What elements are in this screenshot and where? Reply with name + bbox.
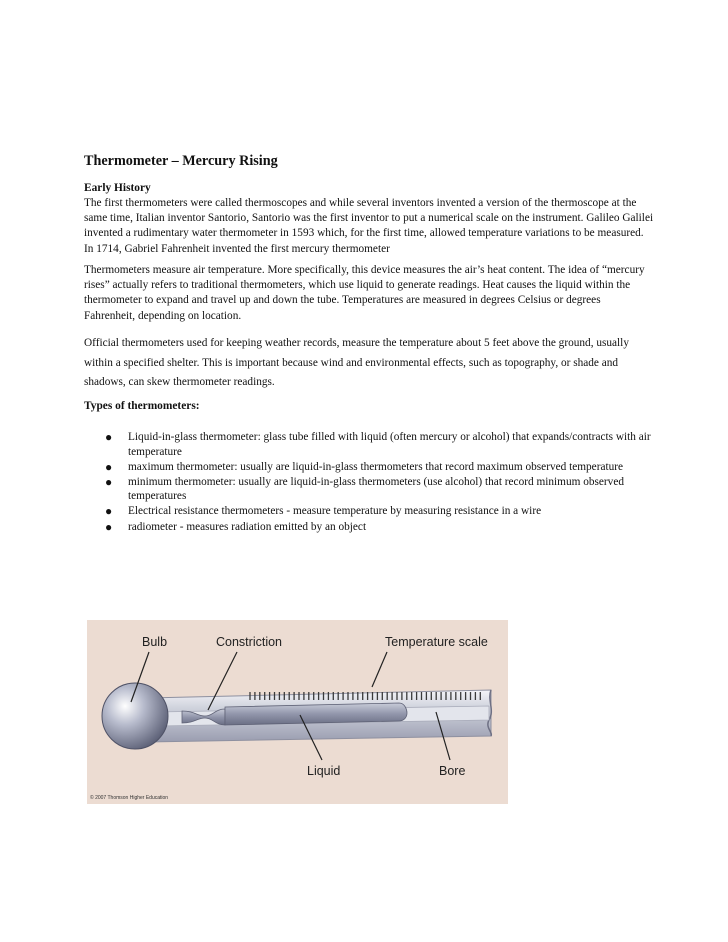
types-heading: Types of thermometers: [84, 400, 200, 412]
bullet-icon: ● [105, 519, 113, 534]
bore-label: Bore [439, 764, 466, 778]
types-list [84, 430, 654, 535]
early-history-heading: Early History [84, 182, 151, 194]
paragraph-early-history: The first thermometers were called thermoscopes and while several inventors invented a version of the thermoscope at the same time, Italian inventor Santorio, Santorio was the first inventor to put a numerical scale on the instrument. Galileo Galilei invented a rudimentary water thermometer in 1593 which, for the first time, allowed temperature variations to be measured. In 1714, Gabriel Fahrenheit invented the first mercury thermometer [84, 197, 654, 255]
list-item: ● Liquid-in-glass thermometer: glass tube filled with liquid (often mercury or alcohol) that expands/contracts with air temperature [105, 430, 651, 458]
bullet-icon: ● [105, 430, 113, 444]
copyright-note: © 2007 Thomson Higher Education [90, 795, 169, 801]
thermometer-diagram [87, 620, 508, 804]
liquid-label: Liquid [307, 764, 341, 778]
bulb [102, 683, 168, 749]
bullet-icon: ● [105, 459, 113, 474]
list-item: ● minimum thermometer: usually are liquid-in-glass thermometers (use alcohol) that record minimum observed temperatures [105, 474, 624, 503]
thermometer-illustration [87, 620, 508, 804]
paragraph-air-temperature: Thermometers measure air temperature. More specifically, this device measures the air’s heat content. The idea of “mercury rises” actually refers to traditional thermometers, which use liquid to generate readings. Heat causes the liquid within the thermometer to expand and travel up and down the tube. Temperatures are measured in degrees Celsius or degrees Fahrenheit, depending on location. [84, 264, 645, 322]
liquid-column [225, 703, 407, 725]
temperature-scale-label: Temperature scale [385, 635, 488, 649]
paragraph-official-thermometers: Official thermometers used for keeping weather records, measure the temperature about 5 feet above the ground, usually within a specified shelter. This is important because wind and environmental effects, such as topography, or shade and shadows, can skew thermometer readings. [84, 337, 629, 388]
list-item: ● maximum thermometer: usually are liquid-in-glass thermometers that record maximum observed temperature [105, 459, 624, 474]
constriction-label: Constriction [216, 635, 282, 649]
bulb-label: Bulb [142, 635, 168, 649]
page-title: Thermometer – Mercury Rising [84, 153, 278, 169]
list-item: ● radiometer - measures radiation emitted by an object [105, 519, 367, 534]
list-item: ● Electrical resistance thermometers - measure temperature by measuring resistance in a wire [105, 504, 542, 519]
bullet-icon: ● [105, 504, 113, 519]
bullet-icon: ● [105, 474, 113, 489]
